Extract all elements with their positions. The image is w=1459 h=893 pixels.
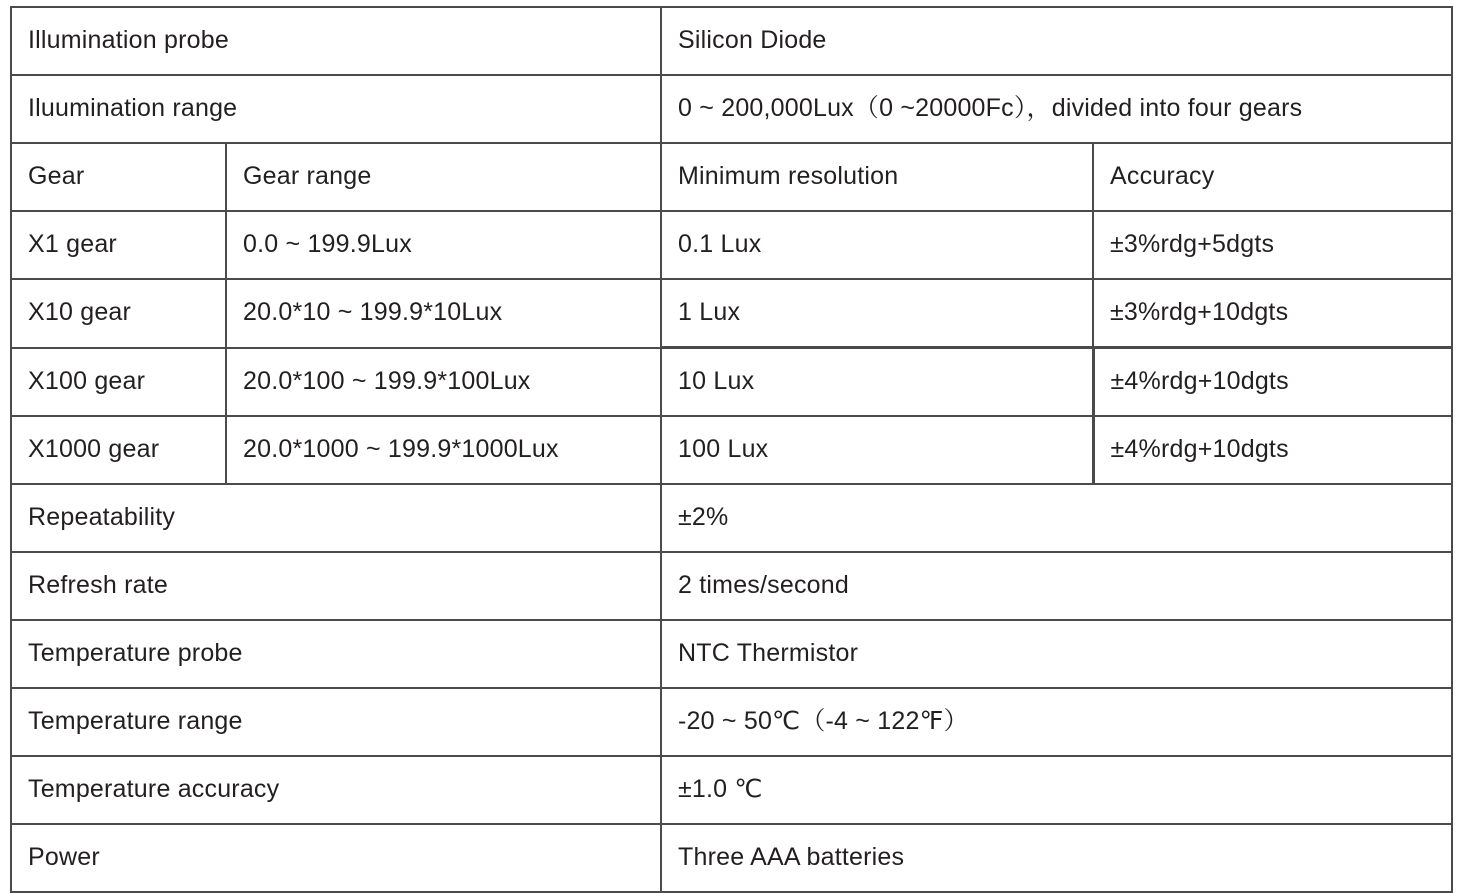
table-row [11,824,1452,892]
table-row [11,75,1452,143]
row-label: Repeatability [11,484,661,552]
minimum-resolution: 1 Lux [661,279,1093,348]
row-label: Illumination probe [11,7,661,75]
gear-range: 20.0*10 ~ 199.9*10Lux [226,279,661,348]
row-value: Silicon Diode [661,7,1452,75]
gear-range: 0.0 ~ 199.9Lux [226,211,661,279]
accuracy: ±4%rdg+10dgts [1093,348,1452,417]
row-value: -20 ~ 50℃（-4 ~ 122℉） [661,688,1452,756]
row-value: 2 times/second [661,552,1452,620]
table-row [11,484,1452,552]
row-label: Refresh rate [11,552,661,620]
minimum-resolution: 10 Lux [661,348,1093,417]
header-minimum-resolution: Minimum resolution [661,143,1093,211]
minimum-resolution: 0.1 Lux [661,211,1093,279]
row-value: NTC Thermistor [661,620,1452,688]
row-label: Iluumination range [11,75,661,143]
table-row [11,416,1452,484]
row-label: Temperature probe [11,620,661,688]
row-value: 0 ~ 200,000Lux（0 ~20000Fc），divided into four gears [661,75,1452,143]
header-gear: Gear [11,143,226,211]
gear-name: X100 gear [11,348,226,417]
gear-name: X1000 gear [11,416,226,484]
table-header-row [11,143,1452,211]
table-row [11,7,1452,75]
header-accuracy: Accuracy [1093,143,1452,211]
row-label: Temperature range [11,688,661,756]
row-value: ±2% [661,484,1452,552]
specification-table [10,6,1453,893]
minimum-resolution: 100 Lux [661,416,1093,484]
accuracy: ±4%rdg+10dgts [1093,416,1452,484]
row-label: Power [11,824,661,892]
table-row [11,348,1452,417]
table-row [11,688,1452,756]
header-gear-range: Gear range [226,143,661,211]
gear-name: X10 gear [11,279,226,348]
accuracy: ±3%rdg+10dgts [1093,279,1452,348]
table-row [11,756,1452,824]
row-value: Three AAA batteries [661,824,1452,892]
gear-range: 20.0*1000 ~ 199.9*1000Lux [226,416,661,484]
row-value: ±1.0 ℃ [661,756,1452,824]
accuracy: ±3%rdg+5dgts [1093,211,1452,279]
table-row [11,211,1452,279]
gear-name: X1 gear [11,211,226,279]
table-row [11,279,1452,348]
row-label: Temperature accuracy [11,756,661,824]
gear-range: 20.0*100 ~ 199.9*100Lux [226,348,661,417]
table-row [11,620,1452,688]
table-row [11,552,1452,620]
